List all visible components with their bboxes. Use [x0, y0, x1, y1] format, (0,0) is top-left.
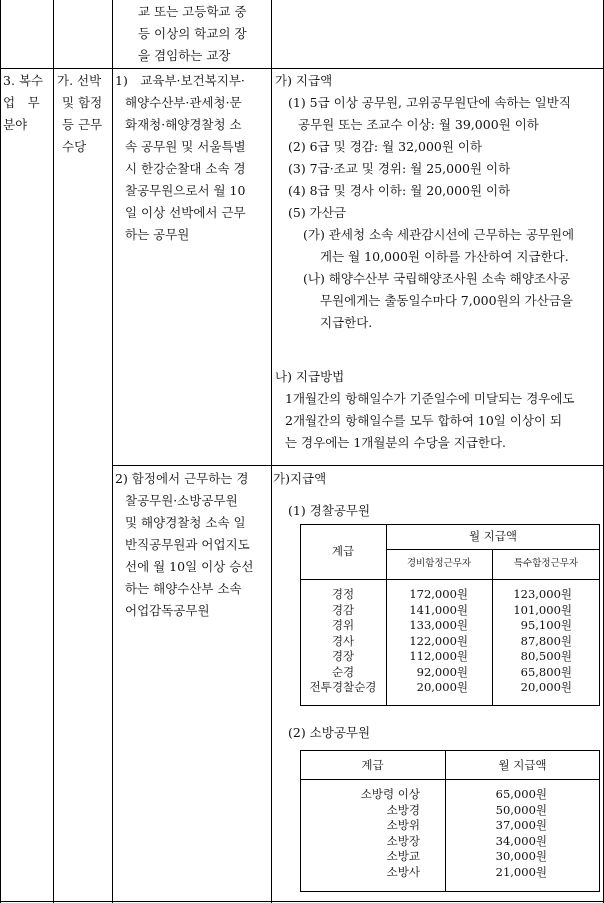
- grid-line: [0, 68, 604, 69]
- police-special-amount: 101,000원: [513, 602, 572, 617]
- police-patrol-amount: 20,000원: [416, 680, 468, 694]
- text-line: 2개월간의 항해일수를 모두 합하여 10일 이상이 되: [285, 413, 563, 428]
- text-line: 1) 교육부·보건복지부·: [115, 73, 245, 88]
- text-line: 무원에게는 출동일수마다 7,000원의 가산금을: [320, 293, 573, 308]
- text-line: 수당: [62, 139, 87, 154]
- text-line: 해양수산부·관세청·문: [125, 95, 242, 110]
- subheading: 가) 지급액: [275, 73, 333, 88]
- fire-rank: 소방령 이상: [360, 787, 420, 801]
- table-divider: [300, 779, 600, 780]
- police-rank: 경감: [331, 602, 355, 617]
- grid-line: [0, 901, 604, 902]
- fire-amount: 21,000원: [495, 864, 547, 879]
- police-rank: 순경: [331, 664, 355, 679]
- grid-line: [0, 0, 1, 903]
- table-divider: [386, 549, 600, 550]
- text-line: 일 이상 선박에서 근무: [125, 205, 246, 220]
- text-line: 공무원 또는 조교수 이상: 월 39,000원 이하: [298, 117, 539, 132]
- police-rank: 경위: [331, 618, 355, 632]
- text-line: 속 공무원 및 서울특별: [125, 139, 246, 154]
- fire-rank: 소방사: [386, 864, 420, 879]
- police-patrol-amount: 122,000원: [409, 633, 468, 648]
- fire-title: (2) 소방공무원: [288, 725, 371, 740]
- header-special-vessel: 특수함정근무자: [513, 558, 579, 569]
- police-patrol-amount: 133,000원: [409, 618, 468, 632]
- text-line: (나) 해양수산부 국립해양조사원 소속 해양조사공: [303, 271, 571, 286]
- fire-rank: 소방교: [386, 849, 420, 863]
- text-line: 찰공무원으로서 월 10: [125, 183, 246, 198]
- text-line: 업 무: [3, 95, 40, 110]
- police-special-amount: 65,800원: [520, 664, 572, 679]
- police-patrol-amount: 92,000원: [416, 664, 468, 679]
- text-line: 을 겸임하는 교장: [138, 48, 231, 63]
- police-rank: 경장: [331, 649, 355, 663]
- text-line: (가) 관세청 소속 세관감시선에 근무하는 공무원에: [303, 227, 575, 242]
- table-divider: [300, 579, 600, 580]
- text-line: (4) 8급 및 경사 이하: 월 20,000원 이하: [288, 183, 511, 198]
- grid-line: [53, 0, 54, 903]
- fire-rank: 소방위: [386, 818, 420, 832]
- text-line: 분야: [3, 117, 28, 132]
- fire-rank: 소방경: [386, 802, 420, 817]
- police-special-amount: 87,800원: [520, 633, 572, 648]
- text-line: 는 경우에는 1개월분의 수당을 지급한다.: [285, 435, 507, 450]
- police-title: (1) 경찰공무원: [288, 503, 371, 518]
- text-line: 1개월간의 항해일수가 기준일수에 미달되는 경우에도: [285, 391, 575, 406]
- text-line: 시 한강순찰대 소속 경: [125, 161, 246, 176]
- fire-amount: 65,000원: [495, 787, 547, 801]
- text-line: 선에 월 10일 이상 승선: [125, 559, 254, 574]
- text-line: 교 또는 고등학교 중: [138, 4, 247, 19]
- header-rank: 계급: [331, 544, 355, 558]
- grid-line: [112, 465, 604, 466]
- text-line: 반직공무원과 어업지도: [125, 537, 250, 552]
- text-line: 게는 월 10,000원 이하를 가산하여 지급한다.: [320, 249, 569, 264]
- grid-line: [271, 0, 272, 903]
- fire-amount: 30,000원: [495, 849, 547, 863]
- text-line: 등 근무: [62, 117, 103, 132]
- police-special-amount: 80,500원: [520, 649, 572, 663]
- text-line: 가. 선박: [57, 73, 102, 88]
- fire-amount: 50,000원: [495, 802, 547, 817]
- text-line: (1) 5급 이상 공무원, 고위공무원단에 속하는 일반직: [288, 95, 571, 110]
- text-line: (2) 6급 및 경감: 월 32,000원 이하: [288, 139, 483, 154]
- header-patrol-vessel: 경비함정근무자: [406, 558, 472, 569]
- text-line: 어업감독공무원: [125, 603, 210, 618]
- police-rank: 경사: [331, 633, 355, 648]
- header-monthly-amount: 월 지급액: [468, 529, 518, 543]
- fire-amount: 34,000원: [495, 833, 547, 848]
- text-line: 및 해양경찰청 소속 일: [125, 515, 246, 530]
- text-line: 2) 함정에서 근무하는 경: [115, 471, 249, 486]
- fire-rank: 소방장: [386, 833, 420, 848]
- text-line: (5) 가산금: [288, 205, 346, 220]
- subheading: 가)지급액: [273, 471, 327, 486]
- police-rank: 전투경찰순경: [309, 680, 377, 694]
- grid-line: [112, 0, 113, 903]
- text-line: 찰공무원·소방공무원: [125, 493, 238, 508]
- police-rank: 경정: [331, 587, 355, 601]
- text-line: 하는 공무원: [125, 227, 190, 242]
- police-patrol-amount: 141,000원: [409, 602, 468, 617]
- header-monthly-amount: 월 지급액: [498, 758, 547, 772]
- text-line: 화재청·해양경찰청 소: [125, 117, 242, 132]
- police-patrol-amount: 112,000원: [409, 649, 468, 663]
- text-line: 등 이상의 학교의 장: [138, 26, 247, 41]
- text-line: (3) 7급·조교 및 경위: 월 25,000원 이하: [288, 161, 511, 176]
- subheading: 나) 지급방법: [275, 369, 345, 384]
- fire-amount: 37,000원: [495, 818, 547, 832]
- text-line: 지급한다.: [320, 315, 373, 330]
- text-line: 및 함정: [62, 95, 103, 110]
- police-special-amount: 95,100원: [520, 618, 572, 632]
- police-special-amount: 20,000원: [520, 680, 572, 694]
- text-line: 3. 복수: [3, 73, 44, 88]
- police-patrol-amount: 172,000원: [409, 587, 468, 601]
- police-special-amount: 123,000원: [513, 587, 572, 601]
- text-line: 하는 해양수산부 소속: [125, 581, 242, 596]
- header-rank: 계급: [361, 758, 384, 772]
